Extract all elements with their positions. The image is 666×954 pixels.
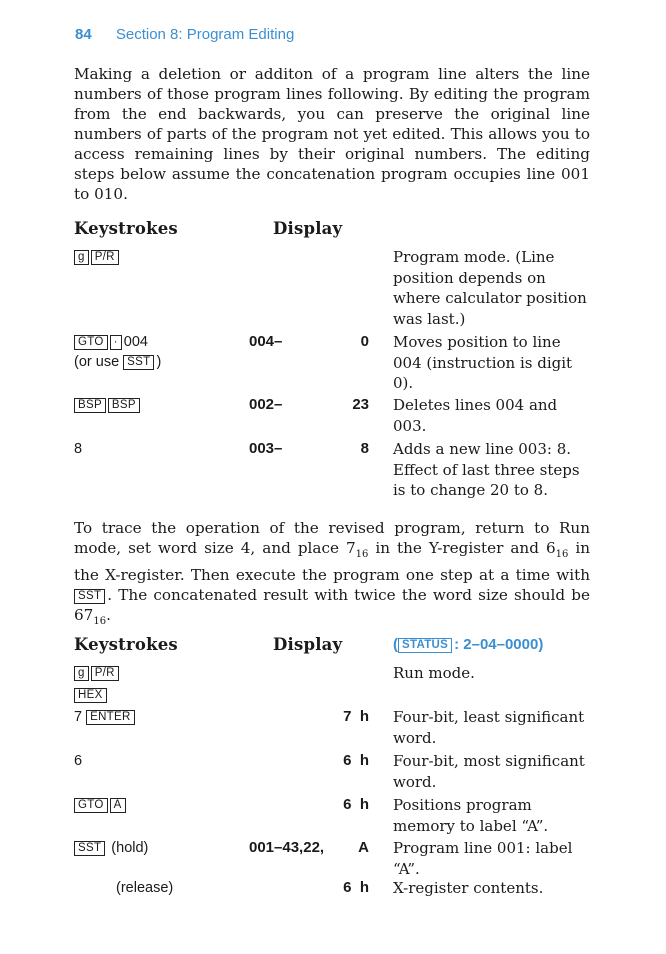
key-sst: SST	[123, 355, 154, 370]
key-digit: 7	[74, 709, 83, 725]
description: Program mode. (Line position depends on where calculator position was last.)	[393, 248, 587, 328]
key-bsp: BSP	[108, 398, 140, 413]
hold-note: (hold)	[111, 840, 149, 856]
display-value: 0	[360, 333, 369, 350]
status-heading: ( STATUS : 2–04–0000)	[393, 636, 544, 653]
keystrokes-heading: Keystrokes	[74, 635, 178, 654]
intro-text: Making a deletion or additon of a program line alters the line numbers of those program lines following. By editing the program from the end backwards, you can preserve the original line numbers of parts of the program not yet edited. This allows you to access remaining lines by their original numbers. The editing steps below assume the concatenation program occupies line 001 to 010.	[74, 65, 590, 203]
display-line: 001–43,22,	[249, 839, 325, 856]
display-value: A	[358, 839, 369, 856]
keystrokes-heading: Keystrokes	[74, 219, 178, 238]
key-digit: 6	[74, 753, 83, 769]
key-pr: P/R	[91, 250, 119, 265]
key-gto: GTO	[74, 335, 108, 350]
display-value: 23	[352, 396, 369, 413]
description: Four-bit, most significant word.	[393, 752, 585, 791]
keystroke-cell	[116, 878, 173, 898]
keystroke-cell	[74, 707, 137, 727]
keystroke-cell	[74, 795, 128, 815]
display-value: 6 h	[343, 879, 369, 896]
key-dot: ·	[110, 335, 122, 350]
page-number: 84	[75, 26, 92, 43]
keystroke-cell	[74, 685, 109, 705]
description: Adds a new line 003: 8. Effect of last three steps is to change 20 to 8.	[393, 440, 580, 499]
keystroke-cell	[74, 751, 82, 771]
display-heading: Display	[273, 635, 343, 654]
key-sst: SST	[74, 841, 105, 856]
key-gto: GTO	[74, 798, 108, 813]
key-hex: HEX	[74, 688, 107, 703]
display-value: 6 h	[343, 796, 369, 813]
key-status: STATUS	[398, 638, 452, 653]
description: Four-bit, least significant word.	[393, 708, 585, 747]
display-line: 004–	[249, 333, 283, 350]
alt-note-open: (or use	[74, 354, 120, 370]
description: Program line 001: label “A”.	[393, 839, 573, 878]
key-g: g	[74, 666, 89, 681]
display-heading: Display	[273, 219, 343, 238]
description: X-register contents.	[393, 879, 544, 897]
description: Run mode.	[393, 664, 475, 682]
trace-paragraph	[74, 518, 590, 632]
key-sst: SST	[74, 589, 105, 604]
key-g: g	[74, 250, 89, 265]
key-digits: 004	[123, 334, 148, 350]
display-line: 003–	[249, 440, 283, 457]
keystroke-cell	[74, 838, 148, 858]
key-pr: P/R	[91, 666, 119, 681]
alt-note-close: )	[156, 354, 162, 370]
intro-paragraph	[74, 64, 590, 204]
key-digit: 8	[74, 441, 83, 457]
key-enter: ENTER	[86, 710, 134, 725]
section-title: Section 8: Program Editing	[115, 26, 295, 43]
trace-text: To trace the operation of the revised program, return to Run mode, set word size 4, and place $7_{16}$ in the Y-register and $6_{16}$ in the X-register. Then execute the program one step at a time with SST . The concatenated result with twice the word size should be $67_{16}$.	[74, 519, 590, 628]
keystroke-cell	[74, 395, 142, 415]
keystroke-cell	[74, 332, 161, 372]
description: Deletes lines 004 and 003.	[393, 396, 558, 435]
display-line: 002–	[249, 396, 283, 413]
display-value: 6 h	[343, 752, 369, 769]
keystroke-cell	[74, 663, 121, 683]
keystroke-cell	[74, 439, 82, 459]
key-a: A	[110, 798, 126, 813]
display-value: 8	[360, 440, 369, 457]
display-value: 7 h	[343, 708, 369, 725]
description: Positions program memory to label “A”.	[393, 796, 549, 835]
keystroke-cell	[74, 247, 121, 267]
page-header	[75, 26, 294, 43]
release-note: (release)	[116, 880, 174, 896]
key-bsp: BSP	[74, 398, 106, 413]
description: Moves position to line 004 (instruction is digit 0).	[393, 333, 573, 392]
